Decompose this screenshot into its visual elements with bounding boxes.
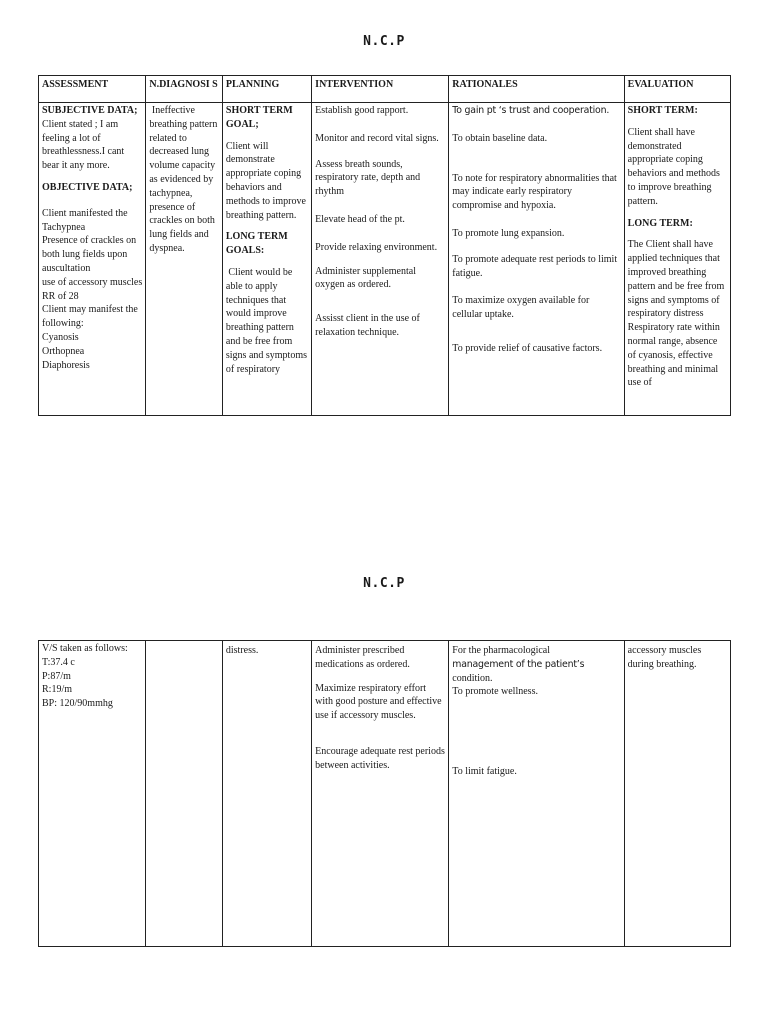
intervention-item: Assess breath sounds, respiratory rate, depth and rhythm	[315, 158, 421, 198]
intervention-item: Encourage adequate rest periods between activities.	[315, 745, 445, 771]
ncp-table	[38, 75, 731, 416]
rationale-item: To gain pt ‘s trust and cooperation.	[452, 105, 610, 116]
rationales-cell	[449, 103, 624, 416]
objective-line: Tachypnea	[42, 221, 86, 233]
rationale-item: To obtain baseline data.	[452, 132, 548, 144]
intervention-item: Elevate head of the pt.	[315, 213, 405, 225]
diagnosis-text: Ineffective breathing pattern related to decreased lung volume capacity as evidenced by tachypnea, presence of crackles on both lung fields and dyspnea.	[149, 105, 220, 254]
long-term-goal-heading: LONG TERM GOALS:	[225, 231, 288, 257]
rationale-line: To promote wellness.	[452, 686, 538, 698]
planning-cell	[222, 641, 311, 947]
intervention-item: Administer supplemental oxygen as ordered.	[315, 265, 416, 291]
rationales-cell	[449, 641, 624, 947]
rationale-item: To note for respiratory abnormalities that may indicate early respiratory compromise and hypoxia.	[452, 172, 617, 212]
objective-heading: OBJECTIVE DATA;	[42, 181, 133, 193]
objective-line: Orthopnea	[42, 345, 85, 357]
diagnosis-cell	[146, 641, 223, 947]
evaluation-long-text: The Client shall have applied techniques that improved breathing pattern and be free from signs and symptoms of respiratory distress Respiratory rate within normal range, absence of cyanosis, effective breathing and minimal use of	[627, 239, 725, 389]
table-row	[39, 103, 731, 416]
intervention-item: Provide relaxing environment.	[315, 241, 438, 253]
long-term-goal-text: Client would be able to apply techniques that would improve breathing pattern and be free from signs and symptoms of respiratory	[225, 266, 310, 375]
rationale-item: To promote lung expansion.	[452, 227, 565, 239]
vital-signs-line: V/S taken as follows:	[42, 643, 128, 654]
objective-line: Diaphoresis	[42, 359, 90, 371]
short-term-goal-text: Client will demonstrate appropriate coping behaviors and methods to improve breathing pattern.	[225, 140, 306, 221]
rationale-line: To limit fatigue.	[452, 766, 517, 778]
rationale-item: To provide relief of causative factors.	[452, 342, 603, 354]
rationale-line: management of the patient’s	[452, 658, 585, 670]
intervention-item: Assisst client in the use of relaxation technique.	[315, 313, 420, 338]
evaluation-long-heading: LONG TERM:	[627, 217, 693, 229]
header-assessment: ASSESSMENT	[39, 76, 146, 103]
evaluation-short-heading: SHORT TERM:	[627, 105, 698, 116]
objective-line: RR of 28	[42, 290, 79, 302]
objective-line: Client manifested the	[42, 207, 128, 219]
intervention-cell	[312, 641, 449, 947]
ncp-table-continued	[38, 640, 731, 947]
intervention-item: Maximize respiratory effort with good posture and effective use if accessory muscles.	[315, 682, 442, 722]
planning-continued-text: distress.	[225, 645, 259, 656]
objective-line: Presence of crackles on both lung fields upon auscultation	[42, 235, 137, 274]
rationale-line: For the pharmacological	[452, 645, 551, 656]
rationale-line: condition.	[452, 672, 493, 684]
intervention-item: Administer prescribed medications as ordered.	[315, 645, 410, 670]
planning-cell	[222, 103, 311, 416]
table-row	[39, 641, 731, 947]
vital-signs-line: BP: 120/90mmhg	[42, 698, 113, 710]
short-term-goal-heading: SHORT TERM GOAL;	[225, 105, 293, 130]
intervention-item: Establish good rapport.	[315, 105, 409, 116]
page-title: N.C.P	[363, 34, 405, 49]
assessment-cell	[39, 103, 146, 416]
evaluation-cell	[624, 641, 730, 947]
vital-signs-line: R:19/m	[42, 684, 73, 696]
evaluation-cell	[624, 103, 730, 416]
table-header-row	[39, 76, 731, 103]
objective-line: use of accessory muscles	[42, 276, 143, 288]
header-diagnosis: N.DIAGNOSI S	[146, 76, 223, 103]
intervention-cell	[312, 103, 449, 416]
subjective-heading: SUBJECTIVE DATA;	[42, 105, 138, 116]
rationale-item: To promote adequate rest periods to limit fatigue.	[452, 253, 618, 279]
evaluation-short-text: Client shall have demonstrated appropriate coping behaviors and methods to improve breathing pattern.	[627, 126, 720, 207]
header-planning: PLANNING	[222, 76, 311, 103]
evaluation-continued-text: accessory muscles during breathing.	[627, 645, 702, 670]
diagnosis-cell	[146, 103, 223, 416]
rationale-item: To maximize oxygen available for cellular uptake.	[452, 295, 590, 321]
vital-signs-line: P:87/m	[42, 670, 71, 682]
header-intervention: INTERVENTION	[312, 76, 449, 103]
header-rationales: RATIONALES	[449, 76, 624, 103]
objective-line: Cyanosis	[42, 331, 79, 343]
assessment-cell	[39, 641, 146, 947]
intervention-item: Monitor and record vital signs.	[315, 132, 439, 144]
header-evaluation: EVALUATION	[624, 76, 730, 103]
subjective-text: Client stated ; I am feeling a lot of breathlessness.I cant bear it any more.	[42, 118, 125, 172]
objective-line: Client may manifest the following:	[42, 304, 138, 330]
page-title: N.C.P	[363, 576, 405, 591]
vital-signs-line: T:37.4 c	[42, 656, 75, 668]
